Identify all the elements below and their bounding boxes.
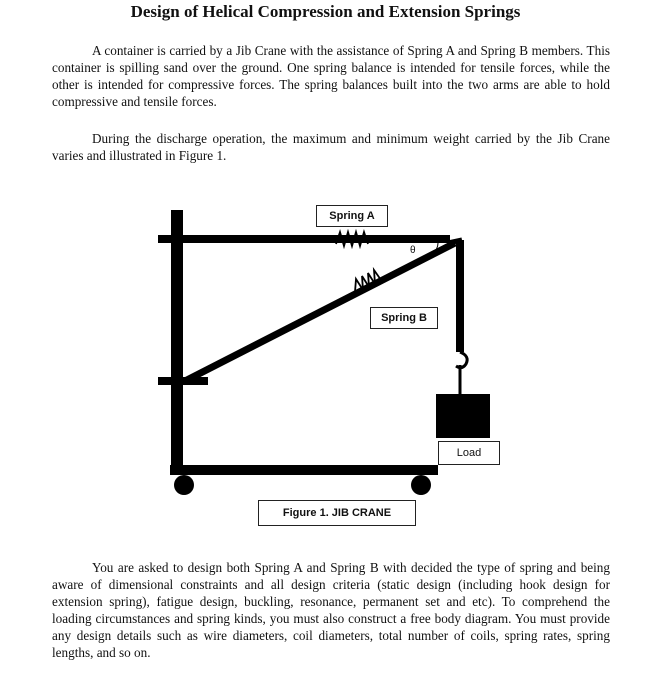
top-arm [158, 235, 450, 243]
load-block [436, 394, 490, 438]
discharge-paragraph: During the discharge operation, the maximum and minimum weight carried by the Jib Crane varies and illustrated in Figure 1. [52, 131, 610, 163]
crane-mast [171, 210, 183, 470]
document-title: Design of Helical Compression and Extension Springs [130, 2, 521, 21]
intro-paragraph: A container is carried by a Jib Crane with the assistance of Spring A and Spring B members. This container is spilling sand over the ground. One spring balance is intended for tensile forces, while the other is intended for compressive forces. The spring balances built into the two arms are able to hold compressive and tensile forces. [52, 43, 610, 109]
load-label: Load [438, 441, 500, 465]
wheel-right [411, 475, 431, 495]
crane-base [170, 465, 438, 475]
wheel-left [174, 475, 194, 495]
figure-caption: Figure 1. JIB CRANE [258, 500, 416, 526]
angle-label: θ [410, 245, 416, 256]
spring-a-label: Spring A [316, 205, 388, 227]
load-hanger [456, 240, 464, 352]
assignment-paragraph: You are asked to design both Spring A and Spring B with decided the type of spring and being aware of dimensional constraints and all design criteria (static design (including hook design for extension spring), fatigue design, buckling, resonance, permanent set and etc). To comprehend the loading circumstances and spring kinds, you must also construct a free body diagram. You must provide any design details such as wire diameters, coil diameters, total number of coils, spring rates, spring lengths, and so on. [52, 560, 610, 660]
hook [456, 352, 467, 368]
spring-b-label: Spring B [370, 307, 438, 329]
